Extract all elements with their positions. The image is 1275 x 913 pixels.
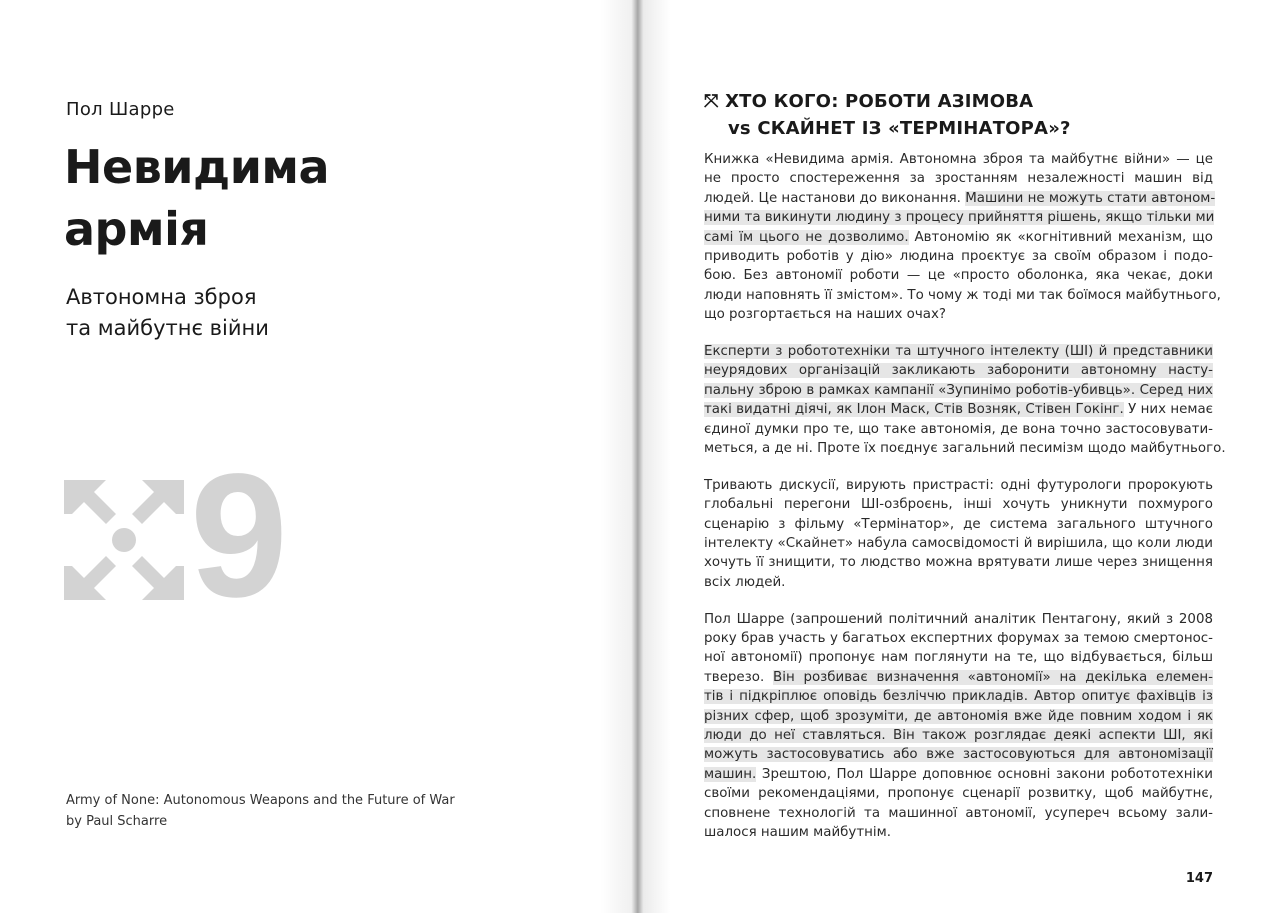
highlighted-text: тів і підкріплює оповідь безліччю прикладів. Автор опитує фахівців із [704, 689, 1213, 705]
text-segment: бою. Без автономії роботи — це «просто оболонка, яка чекає, доки [704, 268, 1213, 284]
highlighted-text: такі видатні діячі, як Ілон Маск, Стів Возняк, Стівен Гокінг. [704, 402, 1124, 418]
text-segment: що розгортається на наших очах? [704, 307, 946, 323]
subtitle-line: Автономна зброя [66, 285, 257, 309]
book-spine-shadow [600, 0, 670, 913]
book-title [64, 136, 329, 260]
text-segment: сценарію з фільму «Термінатор», де система загального штучного [704, 516, 1213, 532]
text-segment: У них немає [1123, 402, 1213, 418]
highlighted-text: пальну зброю в рамках кампанії «Зупинімо роботів-убивць». Серед них [704, 382, 1213, 398]
highlighted-text: різних сфер, щоб зрозуміти, де автономія вже йде повним ходом і як [704, 708, 1213, 724]
text-segment: глобальні перегони ШІ-озброєнь, інші хочуть уникнути похмурого [704, 497, 1213, 513]
subtitle-line: та майбутнє війни [66, 316, 269, 340]
four-arrows-icon [62, 470, 192, 614]
right-page [638, 0, 1275, 913]
text-line [704, 515, 1213, 534]
text-segment: людей. Це настанови до виконання. [704, 190, 966, 206]
paragraph [704, 342, 1226, 458]
text-segment: шалося нашим майбутнім. [704, 825, 891, 840]
heading-line: vs СКАЙНЕТ ІЗ «ТЕРМІНАТОРА»? [728, 118, 1071, 139]
highlighted-text: Експерти з робототехніки та штучного інтелекту (ШІ) й представники [704, 344, 1213, 360]
text-line [704, 648, 1213, 667]
page-number: 147 [1185, 871, 1213, 886]
text-segment: тверезо. [704, 669, 774, 685]
text-segment: сповнене технологій та машинної автономії, усупереч всьому зали- [704, 805, 1213, 821]
text-line [704, 534, 1213, 553]
title-line: армія [64, 202, 209, 256]
text-line [704, 247, 1213, 266]
text-segment: приводить роботів у дію» людина проєктує за своїм образом і подо- [704, 248, 1213, 264]
text-segment: інтелекту «Скайнет» набула самосвідомості й вирішила, що коли люди [704, 536, 1213, 552]
text-line [704, 305, 1213, 324]
text-line [704, 381, 1213, 400]
text-line [704, 745, 1213, 764]
highlighted-text: ними та викинути людину з процесу прийняття рішень, якщо тільки ми [704, 210, 1215, 226]
text-line [704, 668, 1213, 687]
highlighted-text: машин. [704, 766, 757, 782]
highlighted-text: неурядових організацій закликають заборонити автономну насту- [704, 363, 1213, 379]
text-segment: меться, а де ні. Проте їх поєднує загальний песимізм щодо майбутнього. [704, 440, 1226, 456]
text-segment: року брав участь у багатьох експертних форумах за темою смертонос- [704, 631, 1213, 647]
text-segment: своїми рекомендаціями, пропонує сценарії розвитку, щоб майбутнє, [704, 786, 1213, 802]
section-heading [704, 88, 1071, 142]
text-line [704, 361, 1213, 380]
highlighted-text: самі їм цього не дозволимо. [704, 229, 909, 245]
text-segment: єдиної думки про те, що таке автономія, де вона точно застосовувати- [704, 421, 1213, 437]
text-line [704, 804, 1213, 823]
text-line [704, 629, 1213, 648]
text-line [704, 553, 1213, 572]
text-line [704, 476, 1213, 495]
text-line [704, 400, 1213, 419]
body-text [704, 150, 1226, 860]
text-segment: Автономію як «когнітивний механізм, що [908, 229, 1213, 245]
title-line: Невидима [64, 140, 330, 194]
author-name: Пол Шарре [66, 99, 175, 120]
text-line [704, 784, 1213, 803]
text-segment: Книжка «Невидима армія. Автономна зброя та майбутнє війни» — це [704, 152, 1213, 167]
text-line [704, 495, 1213, 514]
original-title-line: Army of None: Autonomous Weapons and the Future of War [66, 793, 455, 808]
cross-arrows-icon: ⤧ [704, 91, 726, 112]
highlighted-text: Машини не можуть стати автоном- [965, 190, 1216, 206]
highlighted-text: люди до неї ставляться. Він також розглядає деякі аспекти ШІ, які [704, 728, 1213, 744]
paragraph [704, 150, 1221, 325]
highlighted-text: Він розбиває визначення «автономії» на декілька елемен- [773, 669, 1213, 685]
text-line [704, 150, 1213, 169]
text-line [704, 169, 1213, 188]
text-segment: Пол Шарре (запрошений політичний аналітик Пентагону, який з 2008 [704, 611, 1213, 627]
text-line [704, 707, 1213, 726]
text-line [704, 286, 1221, 305]
heading-line: ХТО КОГО: РОБОТИ АЗІМОВА [725, 91, 1034, 112]
text-line [704, 610, 1213, 629]
original-author-line: by Paul Scharre [66, 814, 168, 829]
text-line [704, 823, 1213, 842]
highlighted-text: можуть застосовуватись або вже застосовуються для автономізації [704, 747, 1213, 763]
text-line [704, 439, 1226, 458]
text-line [704, 573, 1213, 592]
text-line [704, 208, 1213, 227]
text-line [704, 189, 1216, 208]
text-segment: не просто спостереження за зростанням незалежності машин від [704, 171, 1213, 187]
original-title [66, 790, 455, 832]
text-line [704, 228, 1213, 247]
text-segment: хочуть її знищити, то людство можна врятувати лише через знищення [704, 555, 1213, 571]
text-line [704, 420, 1213, 439]
book-subtitle [66, 282, 269, 344]
text-line [704, 687, 1213, 706]
paragraph [704, 476, 1213, 592]
text-line [704, 726, 1213, 745]
paragraph [704, 610, 1213, 843]
chapter-number: 9 [190, 438, 288, 634]
text-line [704, 266, 1213, 285]
text-segment: люди наповнять її змістом». То чому ж тоді ми так боїмося майбутнього, [704, 287, 1221, 303]
text-segment: всіх людей. [704, 574, 786, 590]
text-line [704, 765, 1213, 784]
text-segment: ної автономії) пропонує нам поглянути на те, що відбувається, більш [704, 650, 1213, 666]
text-segment: Тривають дискусії, вирують пристрасті: одні футурологи пророкують [704, 477, 1213, 493]
text-segment: Зрештою, Пол Шарре доповнює основні закони робототехніки [756, 766, 1213, 782]
text-line [704, 342, 1213, 361]
